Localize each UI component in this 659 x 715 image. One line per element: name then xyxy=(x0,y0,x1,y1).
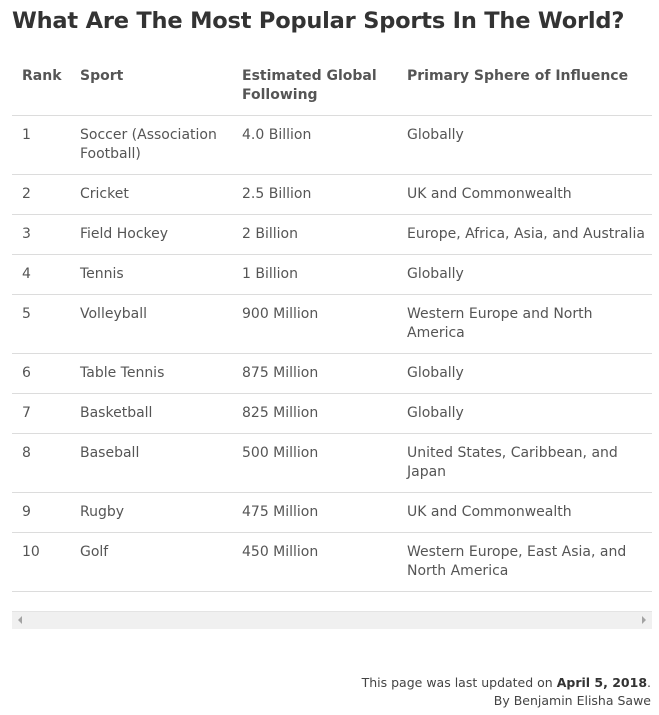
chevron-left-icon[interactable] xyxy=(18,616,22,624)
rank-cell: 4 xyxy=(12,255,70,295)
last-updated-suffix: . xyxy=(647,675,651,690)
table-row xyxy=(12,354,652,394)
table-row xyxy=(12,434,652,493)
table-row xyxy=(12,175,652,215)
sphere-cell: Globally xyxy=(397,394,652,434)
column-header-sport: Sport xyxy=(70,58,232,116)
sport-cell: Cricket xyxy=(70,175,232,215)
following-cell: 4.0 Billion xyxy=(232,116,397,175)
table-row xyxy=(12,533,652,592)
following-cell: 450 Million xyxy=(232,533,397,592)
following-cell: 900 Million xyxy=(232,295,397,354)
table-row xyxy=(12,116,652,175)
sphere-cell: Globally xyxy=(397,354,652,394)
sphere-cell: United States, Caribbean, and Japan xyxy=(397,434,652,493)
author-byline: By Benjamin Elisha Sawe xyxy=(493,693,651,708)
sphere-cell: Western Europe and North America xyxy=(397,295,652,354)
column-header-sphere: Primary Sphere of Influence xyxy=(397,58,652,116)
rank-cell: 10 xyxy=(12,533,70,592)
sport-cell: Basketball xyxy=(70,394,232,434)
rank-cell: 9 xyxy=(12,493,70,533)
sport-cell: Rugby xyxy=(70,493,232,533)
chevron-right-icon[interactable] xyxy=(642,616,646,624)
sport-cell: Golf xyxy=(70,533,232,592)
following-cell: 825 Million xyxy=(232,394,397,434)
rank-cell: 6 xyxy=(12,354,70,394)
horizontal-scrollbar[interactable] xyxy=(12,611,652,629)
rank-cell: 3 xyxy=(12,215,70,255)
following-cell: 2.5 Billion xyxy=(232,175,397,215)
table-header-row xyxy=(12,58,652,116)
table-row xyxy=(12,295,652,354)
sphere-cell: Europe, Africa, Asia, and Australia xyxy=(397,215,652,255)
page-footer xyxy=(362,674,651,710)
sphere-cell: Globally xyxy=(397,116,652,175)
following-cell: 475 Million xyxy=(232,493,397,533)
sphere-cell: Western Europe, East Asia, and North America xyxy=(397,533,652,592)
table-row xyxy=(12,215,652,255)
table-row xyxy=(12,493,652,533)
sport-cell: Volleyball xyxy=(70,295,232,354)
page-title: What Are The Most Popular Sports In The World? xyxy=(12,8,625,34)
sphere-cell: Globally xyxy=(397,255,652,295)
sphere-cell: UK and Commonwealth xyxy=(397,175,652,215)
sport-cell: Table Tennis xyxy=(70,354,232,394)
column-header-rank: Rank xyxy=(12,58,70,116)
column-header-following: Estimated Global Following xyxy=(232,58,397,116)
rank-cell: 8 xyxy=(12,434,70,493)
table-row xyxy=(12,255,652,295)
following-cell: 500 Million xyxy=(232,434,397,493)
sport-cell: Baseball xyxy=(70,434,232,493)
rank-cell: 5 xyxy=(12,295,70,354)
rank-cell: 7 xyxy=(12,394,70,434)
following-cell: 1 Billion xyxy=(232,255,397,295)
last-updated-prefix: This page was last updated on xyxy=(361,675,553,690)
following-cell: 2 Billion xyxy=(232,215,397,255)
table-container xyxy=(12,58,652,592)
sports-table xyxy=(12,58,652,592)
following-cell: 875 Million xyxy=(232,354,397,394)
last-updated-line xyxy=(362,674,651,692)
rank-cell: 1 xyxy=(12,116,70,175)
table-row xyxy=(12,394,652,434)
last-updated-date: April 5, 2018 xyxy=(556,675,648,690)
sport-cell: Soccer (Association Football) xyxy=(70,116,232,175)
sport-cell: Field Hockey xyxy=(70,215,232,255)
rank-cell: 2 xyxy=(12,175,70,215)
sport-cell: Tennis xyxy=(70,255,232,295)
sphere-cell: UK and Commonwealth xyxy=(397,493,652,533)
